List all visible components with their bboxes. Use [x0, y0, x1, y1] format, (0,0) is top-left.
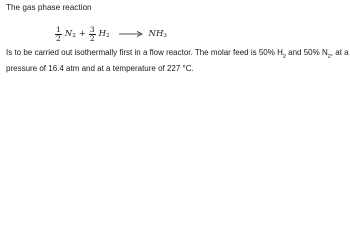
- reaction-arrow-icon: [119, 30, 143, 38]
- coefficient-h2-numerator: 3: [89, 24, 95, 34]
- reactant-n2-symbol: N: [64, 29, 73, 39]
- description-line-1-b: and 50% N: [285, 48, 328, 57]
- description-line-2: pressure of 16.4 atm and at a temperature of 227 °C.: [6, 63, 194, 73]
- intro-text: The gas phase reaction: [6, 3, 92, 12]
- reactant-h2-symbol: H: [98, 29, 107, 39]
- n2-subscript: 2: [327, 53, 331, 60]
- reactant-n2-subscript: 2: [72, 33, 76, 39]
- reactant-h2: [99, 29, 110, 39]
- description-line-1: [6, 47, 348, 63]
- description-line-1-a: Is to be carried out isothermally first in a flow reactor. The molar feed is 50% H: [6, 48, 283, 57]
- reactant-n2: [65, 29, 76, 39]
- description-paragraph: [6, 47, 348, 74]
- product-nh3-subscript: 3: [163, 33, 167, 39]
- coefficient-h2: [89, 26, 96, 43]
- h2-subscript: 2: [282, 53, 286, 60]
- description-line-1-c: , at a: [330, 48, 349, 57]
- product-nh3-symbol: NH: [148, 29, 164, 39]
- reactant-h2-subscript: 2: [106, 33, 110, 39]
- coefficient-n2-denominator: 2: [56, 33, 61, 43]
- coefficient-n2-numerator: 1: [56, 24, 61, 34]
- reaction-equation: [55, 19, 167, 49]
- coefficient-n2: [55, 26, 62, 43]
- coefficient-h2-denominator: 2: [89, 33, 95, 43]
- problem-statement: [0, 0, 350, 71]
- plus-sign: +: [78, 29, 86, 39]
- product-nh3: [149, 29, 167, 39]
